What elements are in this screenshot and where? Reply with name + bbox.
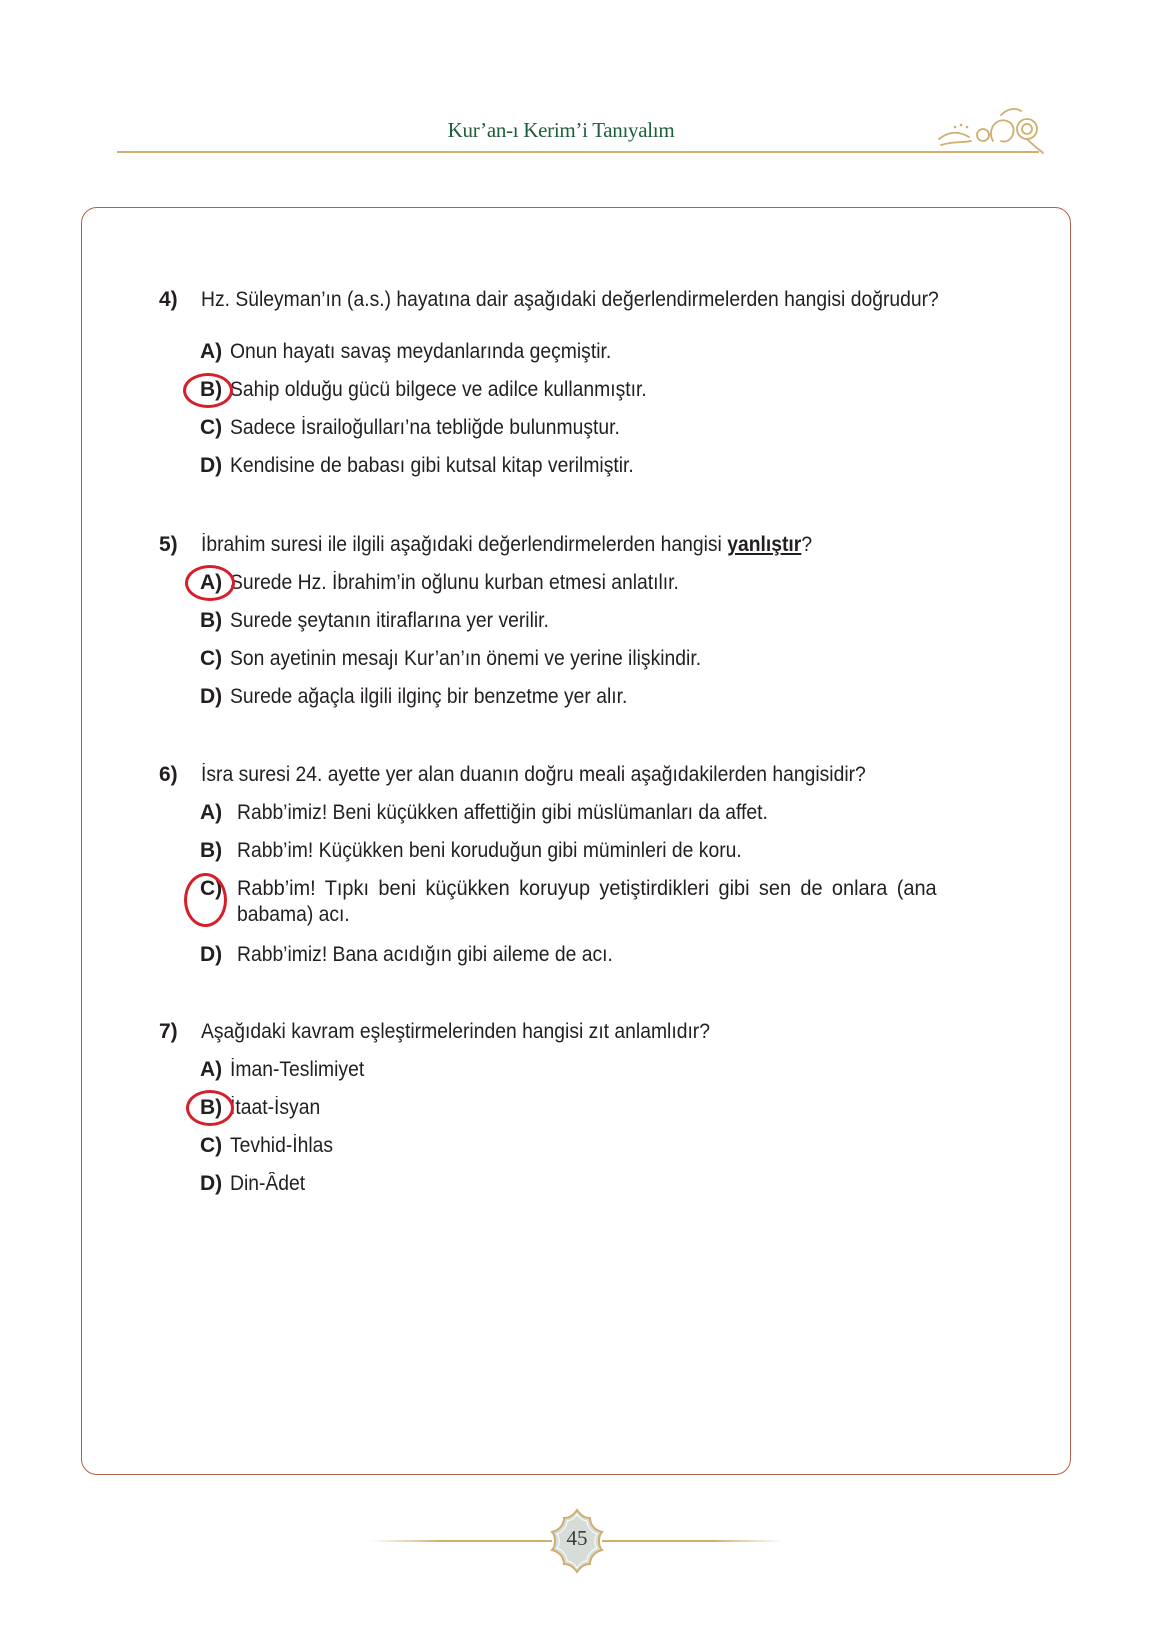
option-text-line-2: babama) acı. bbox=[237, 903, 350, 926]
question-emphasis: yanlıştır bbox=[727, 533, 802, 556]
option-text: Sadece İsrailoğulları’na tebliğde bulunmuştur. bbox=[230, 416, 620, 439]
question-text: İsra suresi 24. ayette yer alan duanın doğru meali aşağıdakilerden hangisidir? bbox=[201, 763, 866, 786]
question-text bbox=[201, 532, 812, 558]
option-text: Din-Âdet bbox=[230, 1172, 306, 1195]
header-divider bbox=[117, 151, 1039, 153]
footer-divider-right bbox=[602, 1540, 784, 1542]
answer-mark-circle bbox=[186, 1090, 234, 1126]
option-text: Surede şeytanın itiraflarına yer verilir. bbox=[230, 609, 549, 632]
option-label: A) bbox=[200, 571, 223, 594]
question-text: Hz. Süleyman’ın (a.s.) hayatına dair aşağıdaki değerlendirmelerden hangisi doğrudur? bbox=[201, 288, 939, 311]
option-label: C) bbox=[200, 877, 223, 900]
option-text: Sahip olduğu gücü bilgece ve adilce kullanmıştır. bbox=[230, 378, 647, 401]
option-label: B) bbox=[200, 378, 223, 401]
option-label: C) bbox=[200, 647, 223, 670]
option-text: Kendisine de babası gibi kutsal kitap verilmiştir. bbox=[230, 454, 634, 477]
option-label: C) bbox=[200, 416, 223, 439]
question-text-end: ? bbox=[801, 533, 813, 556]
option-text: Rabb’imiz! Beni küçükken affettiğin gibi müslümanları da affet. bbox=[237, 801, 768, 824]
running-header-title: Kur’an-ı Kerim’i Tanıyalım bbox=[447, 118, 675, 142]
option-label: D) bbox=[200, 1172, 223, 1195]
option-label: B) bbox=[200, 1096, 223, 1119]
option-text: İtaat-İsyan bbox=[230, 1096, 321, 1119]
option-text: Son ayetinin mesajı Kur’an’ın önemi ve yerine ilişkindir. bbox=[230, 647, 702, 670]
option-text-line-1: Rabb’im! Tıpkı beni küçükken koruyup yetiştirdikleri gibi sen de onlara (ana bbox=[237, 877, 937, 900]
answer-mark-circle bbox=[184, 873, 227, 927]
option-text: İman-Teslimiyet bbox=[230, 1058, 365, 1081]
floral-ornament-icon bbox=[935, 101, 1045, 155]
option-text: Tevhid-İhlas bbox=[230, 1134, 334, 1157]
option-text: Rabb’im! Küçükken beni koruduğun gibi müminleri de koru. bbox=[237, 839, 742, 862]
option-label: D) bbox=[200, 943, 223, 966]
option-label: A) bbox=[200, 340, 223, 363]
answer-mark-circle bbox=[185, 565, 235, 601]
question-number: 5) bbox=[159, 533, 178, 556]
option-label: B) bbox=[200, 609, 223, 632]
option-text: Surede Hz. İbrahim’in oğlunu kurban etmesi anlatılır. bbox=[230, 571, 679, 594]
option-label: B) bbox=[200, 839, 223, 862]
question-text-main: İbrahim suresi ile ilgili aşağıdaki değerlendirmelerden hangisi bbox=[201, 533, 728, 556]
option-label: A) bbox=[200, 1058, 223, 1081]
answer-mark-circle bbox=[183, 373, 233, 408]
question-number: 4) bbox=[159, 288, 178, 311]
option-label: C) bbox=[200, 1134, 223, 1157]
option-label: D) bbox=[200, 454, 223, 477]
option-label: D) bbox=[200, 685, 223, 708]
option-label: A) bbox=[200, 801, 223, 824]
option-text: Surede ağaçla ilgili ilginç bir benzetme yer alır. bbox=[230, 685, 628, 708]
footer-divider-left bbox=[370, 1540, 552, 1542]
question-number: 6) bbox=[159, 763, 178, 786]
page-number: 45 bbox=[566, 1526, 588, 1550]
option-text: Rabb’imiz! Bana acıdığın gibi aileme de acı. bbox=[237, 943, 613, 966]
question-text: Aşağıdaki kavram eşleştirmelerinden hangisi zıt anlamlıdır? bbox=[201, 1020, 710, 1043]
option-text: Onun hayatı savaş meydanlarında geçmiştir. bbox=[230, 340, 612, 363]
question-number: 7) bbox=[159, 1020, 178, 1043]
